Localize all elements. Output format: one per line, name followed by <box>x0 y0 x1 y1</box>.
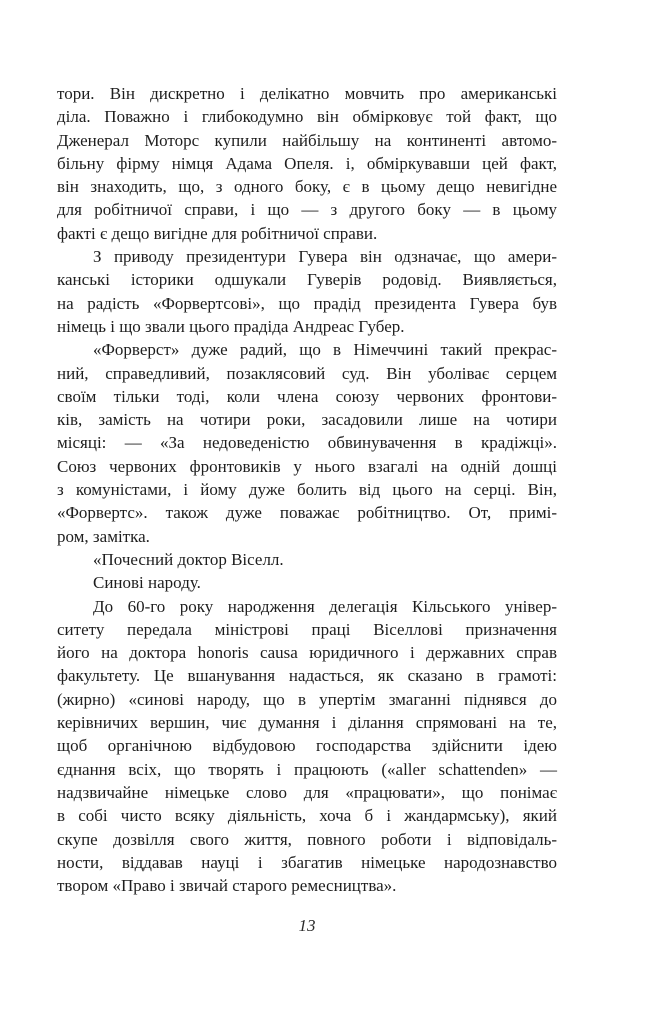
text-line: ром, замітка. <box>57 526 150 546</box>
text-line: більну фірму німця Адама Опеля. і, обміркувавши цей факт, <box>57 153 557 173</box>
paragraph <box>57 82 557 245</box>
text-line: З приводу президентури Гувера він одзначає, що амери- <box>93 247 557 267</box>
text-line: надзвичайне німецьке слово для «працювати», що понімає <box>57 782 557 802</box>
text-line: ків, замість на чотири роки, засадовили лише на чотири <box>57 410 557 430</box>
text-line: Дженерал Моторс купили найбільшу на континенті автомо- <box>57 130 557 150</box>
text-line: тори. Він дискретно і делікатно мовчить про американські <box>57 84 557 103</box>
paragraph <box>57 548 557 571</box>
text-line: єднання всіх, що творять і працюють («aller schattenden» — <box>57 759 557 779</box>
text-line: керівничих вершин, чиє думання і ділання спрямовані на те, <box>57 713 557 733</box>
text-line: ний, справедливий, позаклясовий суд. Він уболіває серцем <box>57 363 557 383</box>
text-line: Союз червоних фронтовиків у нього взагалі на одній дошці <box>57 456 557 476</box>
text-line: він знаходить, що, з одного боку, є в цьому дещо невигідне <box>57 177 557 197</box>
paragraph <box>57 571 557 594</box>
text-line: з комуністами, і йому дуже болить від цього на серці. Він, <box>57 480 557 500</box>
text-line: діла. Поважно і глибокодумно він обмірковує той факт, що <box>57 107 557 127</box>
text-line: твором «Право і звичай старого ремесництва». <box>57 876 397 896</box>
text-line: його на доктора honoris causa юридичного і державних справ <box>57 643 557 663</box>
paragraph <box>57 338 557 548</box>
text-line: своїм тільки тоді, коли члена союзу червоних фронтови- <box>57 386 557 406</box>
text-line: скупе дозвілля свого життя, повного роботи і відповідаль- <box>57 829 557 849</box>
text-line: ности, віддавав науці і збагатив німецьке народознавство <box>57 852 557 872</box>
text-line: на радість «Форвертсові», що прадід президента Гувера був <box>57 293 557 313</box>
text-line: До 60-го року народження делегація Кільського універ- <box>93 596 557 616</box>
text-line: для робітничої справи, і що — з другого боку — в цьому <box>57 200 557 220</box>
text-line: місяці: — «За недоведеністю обвинувачення в крадіжці». <box>57 433 557 453</box>
text-line: «Форвертс». також дуже поважає робітництво. От, примі- <box>57 503 557 523</box>
text-line: «Почесний доктор Віселл. <box>93 549 284 569</box>
text-line: факультету. Це вшанування надасться, як сказано в грамоті: <box>57 666 557 686</box>
text-line: щоб органічною відбудовою господарства здійснити ідею <box>57 736 557 756</box>
text-line: німець і що звали цього прадіда Андреас Губер. <box>57 316 405 336</box>
text-line: факті є дещо вигідне для робітничої справи. <box>57 223 378 243</box>
paragraph <box>57 595 557 898</box>
text-line: (жирно) «синові народу, що в упертім змаганні піднявся до <box>57 689 557 709</box>
text-line: «Форверст» дуже радий, що в Німеччині такий прекрас- <box>93 340 557 360</box>
page-number: 13 <box>298 916 316 935</box>
text-line: канські історики одшукали Гуверів родовід. Виявляється, <box>57 270 557 290</box>
paragraph <box>57 245 557 338</box>
text-line: ситету передала міністрові праці Віселлові призначення <box>57 619 557 639</box>
text-line: Синові народу. <box>93 573 201 593</box>
page-text <box>57 82 557 897</box>
text-line: в собі чисто всяку діяльність, хоча б і жандармську), який <box>57 806 557 826</box>
